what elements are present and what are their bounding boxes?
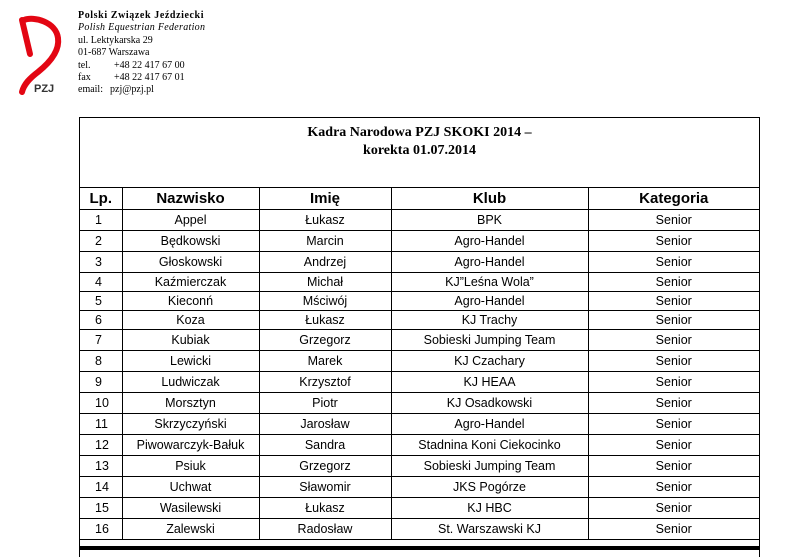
phone-label: tel.: [78, 59, 91, 71]
table-row: [80, 456, 759, 477]
cell-klub: KJ Czachary: [391, 351, 588, 372]
cell-imie: Grzegorz: [259, 330, 391, 351]
cell-lp: 1: [80, 210, 122, 231]
table-row: [80, 231, 759, 252]
cell-nazwisko: Kieconń: [122, 292, 259, 311]
cell-klub: KJ Trachy: [391, 311, 588, 330]
table-row: [80, 372, 759, 393]
bottom-rule: [79, 546, 760, 550]
cell-nazwisko: Morsztyn: [122, 393, 259, 414]
cell-imie: Łukasz: [259, 498, 391, 519]
cell-imie: Łukasz: [259, 210, 391, 231]
cell-klub: KJ”Leśna Wola”: [391, 273, 588, 292]
cell-imie: Michał: [259, 273, 391, 292]
fax-number: +48 22 417 67 01: [114, 72, 185, 84]
cell-lp: 13: [80, 456, 122, 477]
table-row: [80, 273, 759, 292]
cell-imie: Łukasz: [259, 311, 391, 330]
cell-imie: Marek: [259, 351, 391, 372]
header-imie: Imię: [259, 188, 391, 210]
table-row: [80, 414, 759, 435]
header-nazwisko: Nazwisko: [122, 188, 259, 210]
cell-nazwisko: Koza: [122, 311, 259, 330]
logo-text: PZJ: [34, 83, 55, 95]
cell-lp: 9: [80, 372, 122, 393]
table-row: [80, 519, 759, 540]
cell-lp: 2: [80, 231, 122, 252]
document-frame: [79, 117, 760, 557]
header-lp: Lp.: [80, 188, 122, 210]
cell-kategoria: Senior: [588, 292, 759, 311]
cell-lp: 15: [80, 498, 122, 519]
cell-kategoria: Senior: [588, 456, 759, 477]
cell-klub: Stadnina Koni Ciekocinko: [391, 435, 588, 456]
table-row: [80, 477, 759, 498]
cell-nazwisko: Wasilewski: [122, 498, 259, 519]
cell-imie: Jarosław: [259, 414, 391, 435]
cell-lp: 6: [80, 311, 122, 330]
cell-imie: Andrzej: [259, 252, 391, 273]
cell-klub: Agro-Handel: [391, 414, 588, 435]
cell-klub: Agro-Handel: [391, 292, 588, 311]
table-row: [80, 252, 759, 273]
cell-klub: KJ HBC: [391, 498, 588, 519]
cell-lp: 5: [80, 292, 122, 311]
header-klub: Klub: [391, 188, 588, 210]
cell-nazwisko: Lewicki: [122, 351, 259, 372]
cell-lp: 12: [80, 435, 122, 456]
org-name: Polski Związek Jeździecki: [78, 10, 205, 21]
cell-kategoria: Senior: [588, 351, 759, 372]
cell-kategoria: Senior: [588, 498, 759, 519]
cell-imie: Krzysztof: [259, 372, 391, 393]
cell-kategoria: Senior: [588, 231, 759, 252]
cell-nazwisko: Głoskowski: [122, 252, 259, 273]
table-row: [80, 292, 759, 311]
cell-klub: Sobieski Jumping Team: [391, 456, 588, 477]
cell-imie: Sławomir: [259, 477, 391, 498]
cell-klub: KJ HEAA: [391, 372, 588, 393]
cell-klub: KJ Osadkowski: [391, 393, 588, 414]
cell-nazwisko: Appel: [122, 210, 259, 231]
fax-label: fax: [78, 72, 91, 84]
cell-kategoria: Senior: [588, 372, 759, 393]
title-line-2: korekta 01.07.2014: [363, 143, 476, 158]
cell-klub: BPK: [391, 210, 588, 231]
cell-nazwisko: Kaźmierczak: [122, 273, 259, 292]
table-header-row: [80, 188, 759, 210]
cell-kategoria: Senior: [588, 273, 759, 292]
cell-klub: Agro-Handel: [391, 231, 588, 252]
cell-nazwisko: Ludwiczak: [122, 372, 259, 393]
cell-nazwisko: Kubiak: [122, 330, 259, 351]
email-label: email:: [78, 84, 103, 96]
cell-kategoria: Senior: [588, 519, 759, 540]
cell-lp: 14: [80, 477, 122, 498]
cell-kategoria: Senior: [588, 393, 759, 414]
cell-kategoria: Senior: [588, 311, 759, 330]
cell-lp: 10: [80, 393, 122, 414]
phone-line: [78, 60, 205, 72]
cell-nazwisko: Psiuk: [122, 456, 259, 477]
cell-nazwisko: Zalewski: [122, 519, 259, 540]
pzj-logo: [12, 14, 66, 96]
email-address[interactable]: pzj@pzj.pl: [110, 84, 154, 96]
cell-klub: JKS Pogórze: [391, 477, 588, 498]
fax-line: [78, 72, 205, 84]
table-row: [80, 210, 759, 231]
cell-kategoria: Senior: [588, 210, 759, 231]
table-row: [80, 330, 759, 351]
table-row: [80, 351, 759, 372]
cell-lp: 16: [80, 519, 122, 540]
document-title: [80, 124, 759, 160]
cell-imie: Piotr: [259, 393, 391, 414]
cell-imie: Mściwój: [259, 292, 391, 311]
cell-lp: 8: [80, 351, 122, 372]
letterhead: [78, 10, 205, 97]
cell-nazwisko: Piwowarczyk-Bałuk: [122, 435, 259, 456]
cell-lp: 3: [80, 252, 122, 273]
pzj-logo-mark: [12, 14, 66, 96]
cell-lp: 7: [80, 330, 122, 351]
cell-nazwisko: Będkowski: [122, 231, 259, 252]
org-name-english: Polish Equestrian Federation: [78, 22, 206, 34]
cell-lp: 4: [80, 273, 122, 292]
cell-kategoria: Senior: [588, 252, 759, 273]
table-row: [80, 311, 759, 330]
cell-kategoria: Senior: [588, 330, 759, 351]
table-row: [80, 435, 759, 456]
cell-nazwisko: Skrzyczyński: [122, 414, 259, 435]
phone-number: +48 22 417 67 00: [114, 59, 185, 71]
table-row: [80, 498, 759, 519]
cell-kategoria: Senior: [588, 414, 759, 435]
cell-nazwisko: Uchwat: [122, 477, 259, 498]
table-row: [80, 393, 759, 414]
email-line: [78, 84, 205, 96]
cell-imie: Marcin: [259, 231, 391, 252]
cell-imie: Grzegorz: [259, 456, 391, 477]
cell-kategoria: Senior: [588, 435, 759, 456]
cell-kategoria: Senior: [588, 477, 759, 498]
address-city: 01-687 Warszawa: [78, 47, 150, 59]
cell-imie: Radosław: [259, 519, 391, 540]
cell-lp: 11: [80, 414, 122, 435]
cell-klub: Sobieski Jumping Team: [391, 330, 588, 351]
cell-klub: Agro-Handel: [391, 252, 588, 273]
roster-table: [80, 187, 759, 540]
address-street: ul. Lektykarska 29: [78, 34, 153, 46]
cell-klub: St. Warszawski KJ: [391, 519, 588, 540]
roster-body: [80, 210, 759, 540]
cell-imie: Sandra: [259, 435, 391, 456]
title-line-1: Kadra Narodowa PZJ SKOKI 2014 –: [307, 125, 532, 140]
header-kategoria: Kategoria: [588, 188, 759, 210]
